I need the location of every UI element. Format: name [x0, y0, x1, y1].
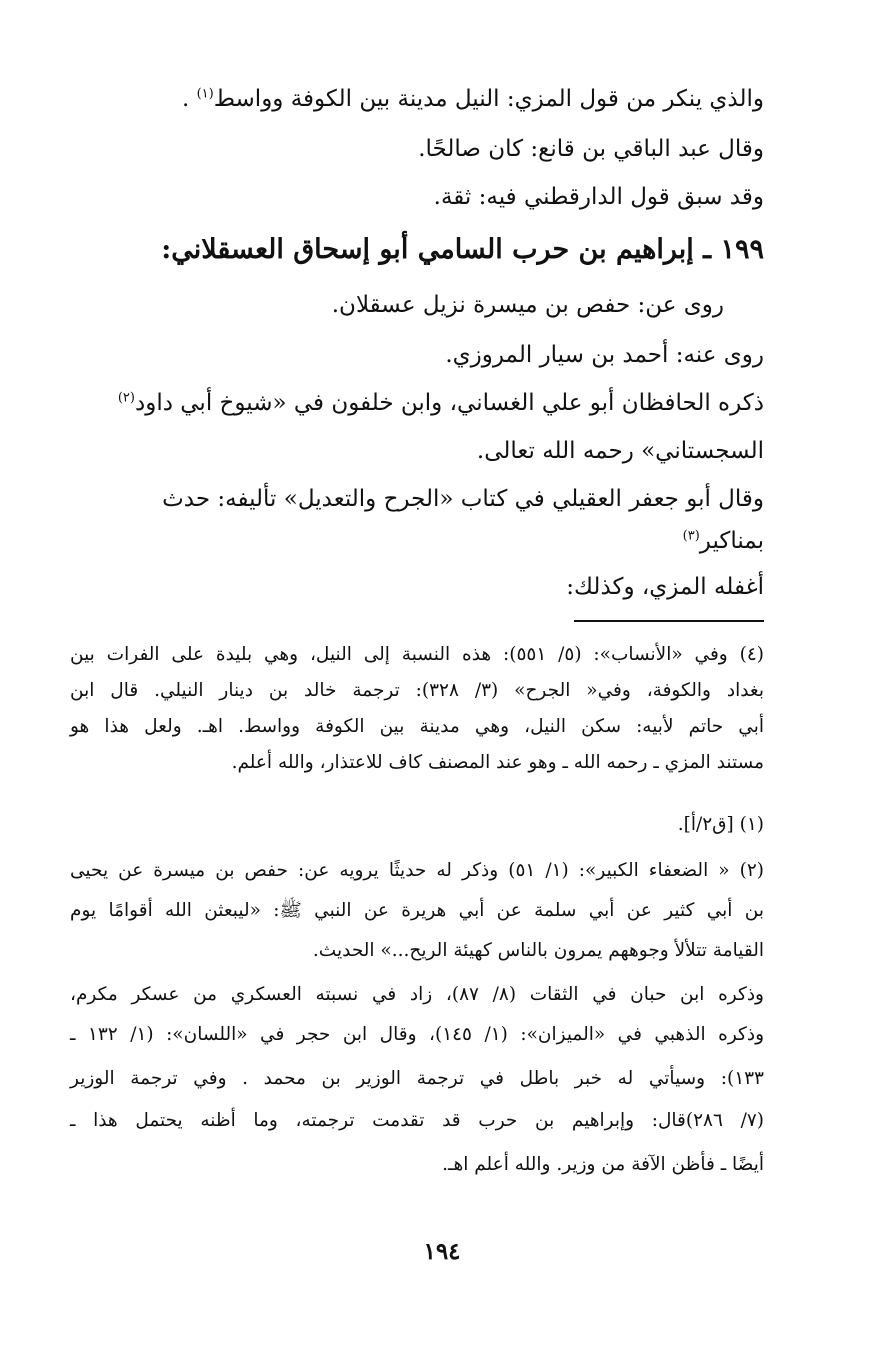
entry-uqayli-line-cont	[64, 524, 764, 558]
footnote-2-line-5: وذكره الذهبي في «الميزان»: (١/ ١٤٥)، وقال ابن حجر في «اللسان»: (١/ ١٣٢ ـ	[70, 1024, 765, 1045]
body-line-text: والذي ينكر من قول المزي: النيل مدينة بين الكوفة وواسط	[213, 86, 764, 112]
footnote-4-line-4: مستند المزي ـ رحمه الله ـ وهو عند المصنف كاف للاعتذار، والله أعلم.	[231, 752, 764, 773]
body-line-tail: .	[181, 86, 197, 112]
entry-omitted-line: أغفله المزي، وكذلك:	[566, 574, 764, 600]
footnote-4-line-3: أبي حاتم لأبيه: سكن النيل، وهي مدينة بين الكوفة وواسط. اهـ. ولعل هذا هو	[70, 716, 764, 737]
page-number: ١٩٤	[423, 1238, 461, 1265]
body-line-text: ذكره الحافظان أبو علي الغساني، وابن خلفون في «شيوخ أبي داود	[134, 390, 764, 416]
footnote-marker-3: (٣)	[682, 528, 700, 544]
entry-heading: ١٩٩ ـ إبراهيم بن حرب السامي أبو إسحاق العسقلاني:	[161, 234, 764, 265]
entry-narrated-by: روى عنه: أحمد بن سيار المروزي.	[445, 342, 764, 368]
body-line-3: وقد سبق قول الدارقطني فيه: ثقة.	[433, 184, 764, 210]
footnote-2-line-7: (٧/ ٢٨٦)قال: وإبراهيم بن حرب قد تقدمت ترجمته، وما أظنه يحتمل هذا ـ	[70, 1110, 764, 1131]
footnote-4-line-1: (٤) وفي «الأنساب»: (٥/ ٥٥١): هذه النسبة إلى النيل، وهي بليدة على الفرات بين	[70, 644, 764, 665]
footnote-2-line-8: أيضًا ـ فأظن الآفة من وزير. والله أعلم اهـ.	[442, 1154, 764, 1175]
footnote-2-line-2: بن أبي كثير عن أبي سلمة عن أبي هريرة عن النبي ﷺ: «ليبعثن الله أقوامًا يوم	[70, 900, 764, 921]
entry-mentioned-line-cont: السجستاني» رحمه الله تعالى.	[476, 438, 764, 464]
footnote-2-line-1: (٢) « الضعفاء الكبير»: (١/ ٥١) وذكر له حديثًا يرويه عن: حفص بن ميسرة عن يحيى	[70, 860, 764, 881]
entry-mentioned-line	[64, 386, 764, 420]
entry-uqayli-line: وقال أبو جعفر العقيلي في كتاب «الجرح والتعديل» تأليفه: حدث	[162, 486, 764, 512]
footnote-2-line-3: القيامة تتلألأ وجوههم يمرون بالناس كهيئة الريح...» الحديث.	[312, 940, 764, 961]
entry-narrated-from: روى عن: حفص بن ميسرة نزيل عسقلان.	[331, 292, 724, 318]
footnote-2-line-6: ١٣٣): وسيأتي له خبر باطل في ترجمة الوزير بن محمد . وفي ترجمة الوزير	[70, 1068, 764, 1089]
body-line-2: وقال عبد الباقي بن قانع: كان صالحًا.	[418, 136, 764, 162]
body-line-text: بمناكير	[699, 528, 764, 554]
body-line-1	[64, 82, 764, 116]
footnote-marker-1: (١)	[196, 86, 214, 102]
footnote-2-line-4: وذكره ابن حبان في الثقات (٨/ ٨٧)، زاد في نسبته العسكري من عسكر مكرم،	[70, 984, 764, 1005]
footnote-4-line-2: بغداد والكوفة، وفي« الجرح» (٣/ ٣٢٨): ترجمة خالد بن دينار النيلي. قال ابن	[70, 680, 764, 701]
footnote-marker-2: (٢)	[117, 390, 135, 406]
footnote-separator	[574, 620, 764, 622]
footnote-1: (١) [ق٢/أ].	[677, 814, 764, 835]
